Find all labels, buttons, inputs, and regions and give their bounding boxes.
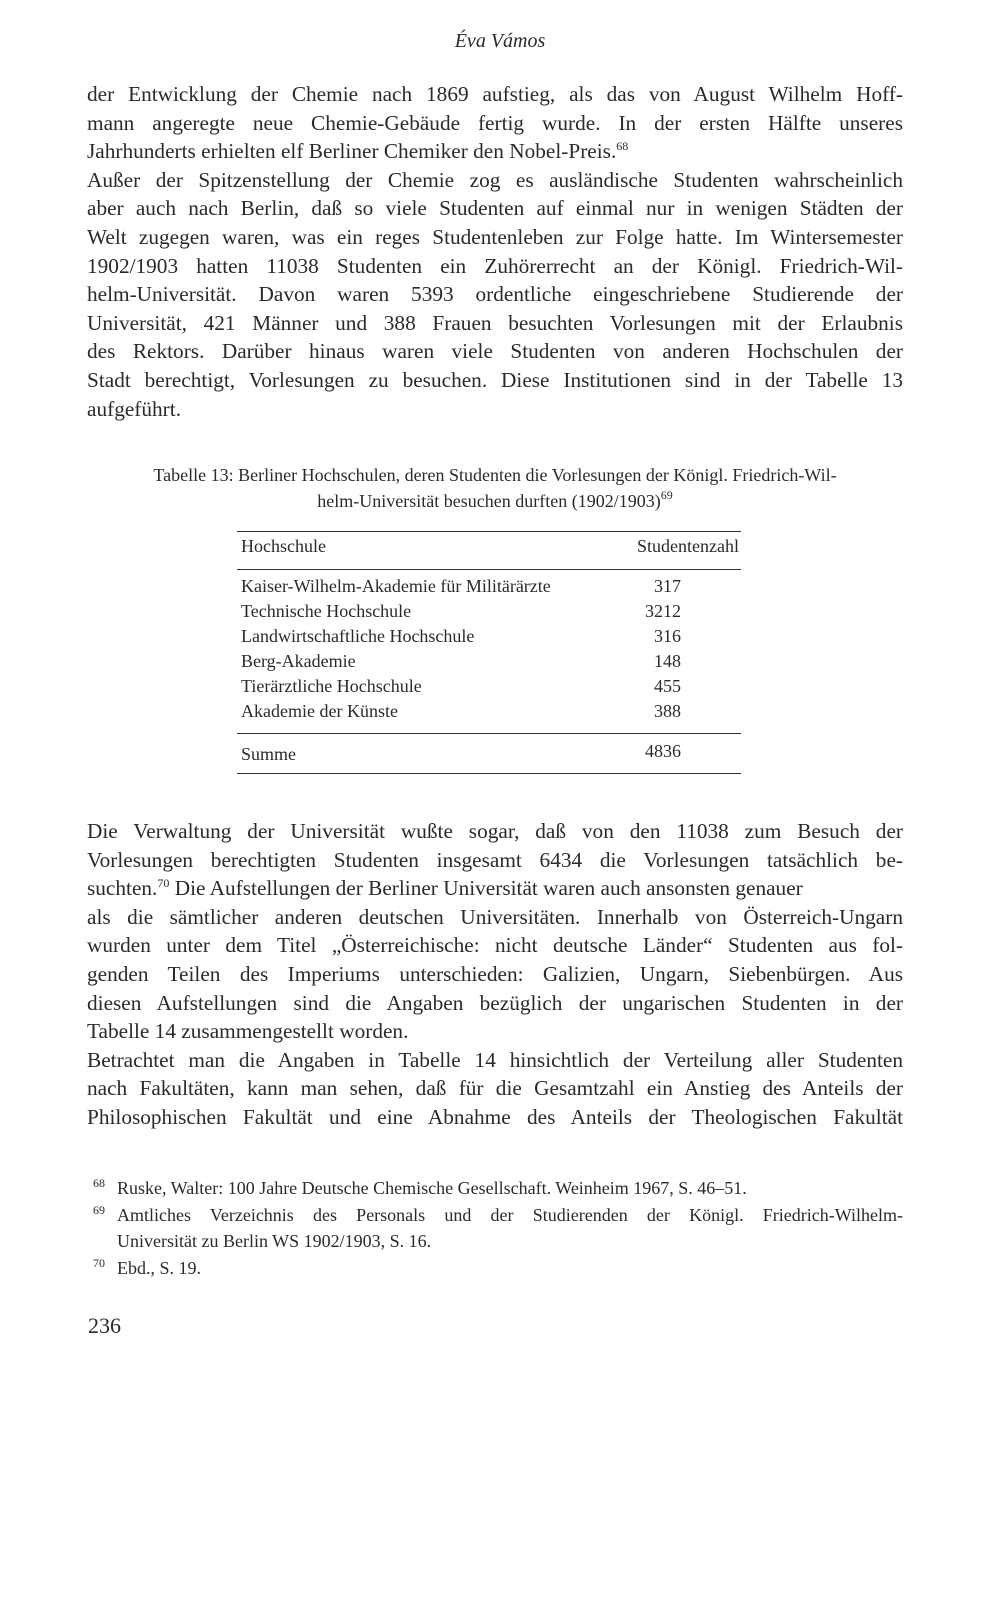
- footnote-line: Universität zu Berlin WS 1902/1903, S. 16.: [117, 1231, 432, 1251]
- text-line-text: Die Aufstellungen der Berliner Universität waren auch ansonsten genauer: [169, 876, 803, 901]
- students-table: [237, 0, 741, 1620]
- footnotes: [87, 1175, 903, 1281]
- table-row-value: 316: [654, 626, 681, 646]
- caption-line: Tabelle 13: Berliner Hochschulen, deren Studenten die Vorlesungen der Königl. Friedrich-Wil-: [153, 465, 837, 485]
- text-line: nach Fakultäten, kann man sehen, daß für die Gesamtzahl ein Anstieg des Anteils der: [87, 1076, 903, 1101]
- text-line: 1902/1903 hatten 11038 Studenten ein Zuhörerrecht an der Königl. Friedrich-Wil-: [87, 253, 903, 278]
- text-line: Welt zugegen waren, was ein reges Studentenleben zur Folge hatte. Im Wintersemester: [87, 224, 903, 249]
- footnote-number: 69: [93, 1202, 105, 1217]
- page-number: 236: [88, 1313, 121, 1338]
- caption-line-text: helm-Universität besuchen durften (1902/1903): [317, 491, 661, 511]
- footnote-line: Ebd., S. 19.: [117, 1257, 202, 1278]
- table-sum-rule: [237, 733, 741, 734]
- table-header-rule: [237, 569, 741, 570]
- table-row-name: Berg-Akademie: [241, 651, 356, 671]
- table-row-value: 3212: [645, 601, 681, 621]
- table-row-value: 455: [654, 676, 681, 696]
- text-line: Außer der Spitzenstellung der Chemie zog es ausländische Studenten wahrscheinlich: [87, 167, 903, 192]
- text-line: des Rektors. Darüber hinaus waren viele Studenten von anderen Hochschulen der: [87, 339, 903, 364]
- column-header-school: Hochschule: [241, 536, 326, 556]
- table-row-name: Akademie der Künste: [241, 701, 398, 721]
- table-row-name: Landwirtschaftliche Hochschule: [241, 626, 475, 646]
- footnote-line: Ruske, Walter: 100 Jahre Deutsche Chemische Gesellschaft. Weinheim 1967, S. 46–51.: [117, 1178, 747, 1198]
- text-line-text: suchten.: [87, 876, 158, 901]
- table-sum-label: Summe: [241, 744, 297, 764]
- table-top-rule: [237, 531, 741, 532]
- text-line: aber auch nach Berlin, daß so viele Studenten auf einmal nur in wenigen Städten der: [87, 196, 903, 221]
- footnote-ref-70: 70: [157, 876, 170, 891]
- text-line-text: Jahrhunderts erhielten elf Berliner Chemiker den Nobel-Preis.: [87, 139, 617, 164]
- footnote-number: 70: [93, 1255, 105, 1270]
- text-line: als die sämtlicher anderen deutschen Universitäten. Innerhalb von Österreich-Ungarn: [87, 904, 903, 929]
- table-row-name: Tierärztliche Hochschule: [241, 676, 422, 696]
- text-line: helm-Universität. Davon waren 5393 ordentliche eingeschriebene Studierende der: [87, 282, 903, 307]
- running-head: Éva Vámos: [454, 30, 546, 52]
- text-line: Universität, 421 Männer und 388 Frauen besuchten Vorlesungen mit der Erlaubnis: [87, 310, 903, 335]
- text-line: diesen Aufstellungen sind die Angaben bezüglich der ungarischen Studenten in der: [87, 990, 903, 1015]
- text-line: der Entwicklung der Chemie nach 1869 aufstieg, als das von August Wilhelm Hoff-: [87, 82, 903, 106]
- table-row-value: 317: [654, 576, 681, 596]
- table-row-name: Kaiser-Wilhelm-Akademie für Militärärzte: [241, 576, 551, 596]
- footnote-ref-68: 68: [616, 139, 629, 154]
- body-paragraph-2: [87, 817, 903, 1132]
- text-line: wurden unter dem Titel „Österreichische: nicht deutsche Länder“ Studenten aus fol-: [87, 933, 903, 958]
- table-bottom-rule: [237, 773, 741, 774]
- table-row-value: 388: [654, 701, 681, 721]
- text-line: Die Verwaltung der Universität wußte sogar, daß von den 11038 zum Besuch der: [87, 819, 903, 843]
- footnote: [87, 1255, 903, 1282]
- table-row-value: 148: [654, 651, 681, 671]
- column-header-count: Studentenzahl: [637, 536, 739, 556]
- table-row-name: Technische Hochschule: [241, 601, 412, 621]
- table-sum-value: 4836: [645, 741, 681, 761]
- text-line: Philosophischen Fakultät und eine Abnahme des Anteils der Theologischen Fakultät: [87, 1104, 903, 1129]
- text-line: mann angeregte neue Chemie-Gebäude fertig wurde. In der ersten Hälfte unseres: [87, 110, 903, 135]
- text-line: Vorlesungen berechtigten Studenten insgesamt 6434 die Vorlesungen tatsächlich be-: [87, 847, 903, 872]
- text-line: Stadt berechtigt, Vorlesungen zu besuchen. Diese Institutionen sind in der Tabelle 13: [87, 367, 903, 392]
- footnote-ref-69: 69: [660, 488, 673, 502]
- footnote-line: Amtliches Verzeichnis des Personals und der Studierenden der Königl. Friedrich-Wilhelm-: [117, 1204, 903, 1225]
- text-line: aufgeführt.: [87, 396, 182, 421]
- text-line: Tabelle 14 zusammengestellt worden.: [87, 1019, 409, 1044]
- footnote-number: 68: [93, 1176, 105, 1190]
- text-line: Betrachtet man die Angaben in Tabelle 14 hinsichtlich der Verteilung aller Studenten: [87, 1047, 903, 1072]
- footnote: [87, 1202, 903, 1255]
- text-line: genden Teilen des Imperiums unterschieden: Galizien, Ungarn, Siebenbürgen. Aus: [87, 961, 903, 986]
- text-line: [87, 874, 903, 903]
- footnote: [87, 1175, 903, 1202]
